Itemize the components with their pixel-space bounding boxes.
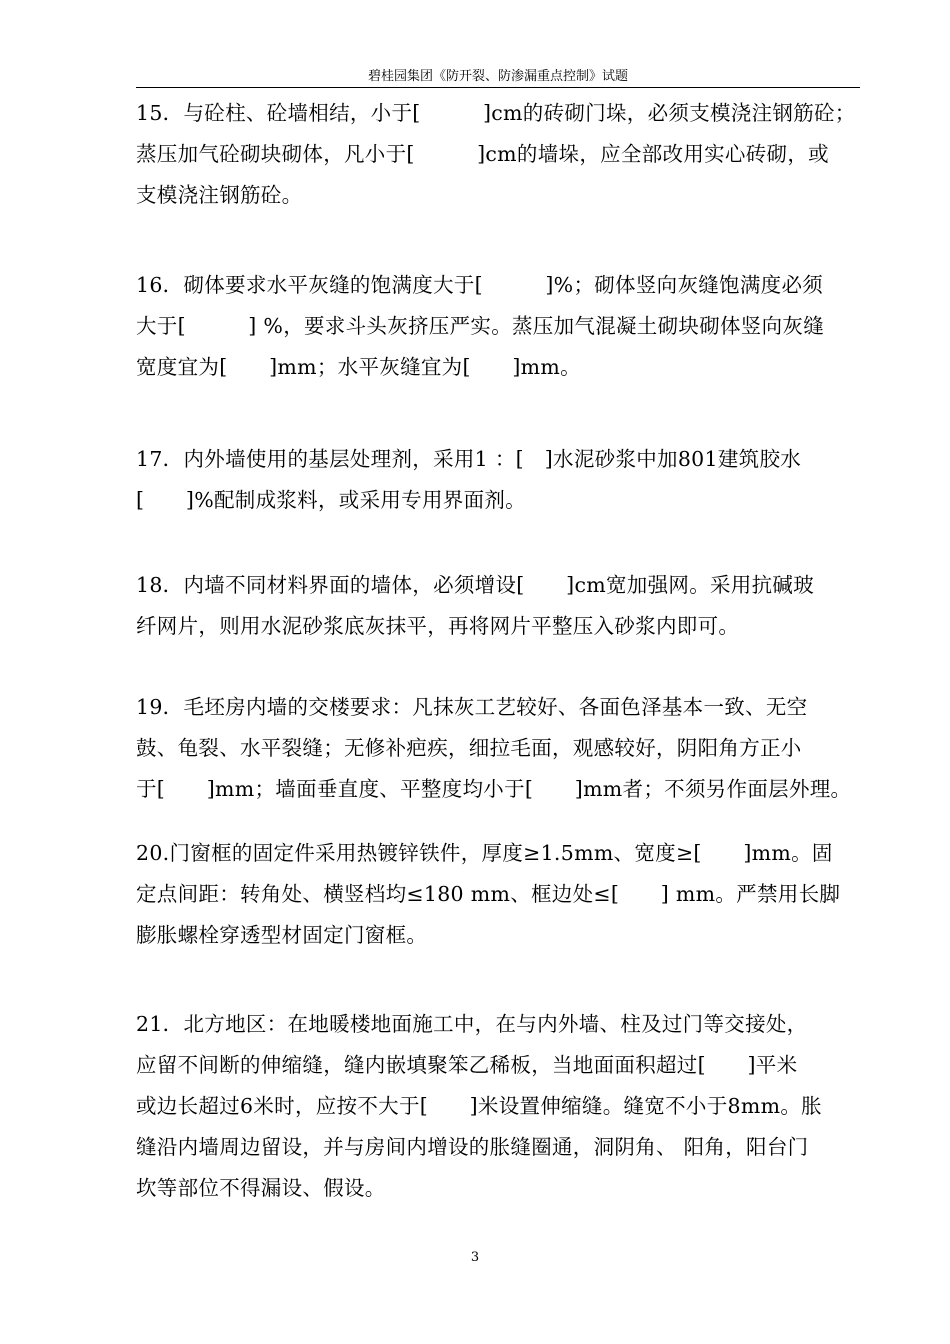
question-19 (136, 687, 860, 810)
question-line: [ ]%配制成浆料，或采用专用界面剂。 (136, 488, 526, 512)
page-header: 碧桂园集团《防开裂、防渗漏重点控制》试题 (367, 69, 628, 84)
question-17 (136, 439, 860, 521)
question-line: 纤网片，则用水泥砂浆底灰抹平，再将网片平整压入砂浆内即可。 (136, 614, 740, 638)
question-line: 于[ ]mm；墙面垂直度、平整度均小于[ ]mm者；不须另作面层外理。 (136, 777, 852, 801)
question-line: 鼓、龟裂、水平裂缝；无修补疤疾，细拉毛面，观感较好，阴阳角方正小 (136, 736, 802, 760)
question-line: 20.门窗框的固定件采用热镀锌铁件，厚度≥1.5mm、宽度≥[ ]mm。固 (136, 841, 833, 865)
question-line: 18．内墙不同材料界面的墙体，必须增设[ ]cm宽加强网。采用抗碱玻 (136, 573, 814, 597)
question-15 (136, 93, 860, 216)
question-line: 宽度宜为[ ]mm；水平灰缝宜为[ ]mm。 (136, 355, 581, 379)
question-20 (136, 833, 860, 956)
question-21 (136, 1004, 860, 1209)
question-16 (136, 265, 860, 388)
question-line: 大于[ ] %，要求斗头灰挤压严实。蒸压加气混凝土砌块砌体竖向灰缝 (136, 314, 824, 338)
question-line: 21．北方地区：在地暖楼地面施工中，在与内外墙、柱及过门等交接处， (136, 1012, 808, 1036)
question-line: 坎等部位不得漏设、假设。 (136, 1176, 386, 1200)
question-line: 支模浇注钢筋砼。 (136, 183, 303, 207)
question-line: 蒸压加气砼砌块砌体，凡小于[ ]cm的墙垛，应全部改用实心砖砌，或 (136, 142, 829, 166)
header-divider (136, 87, 860, 88)
question-line: 15．与砼柱、砼墙相结，小于[ ]cm的砖砌门垛，必须支模浇注钢筋砼； (136, 101, 856, 125)
question-line: 16．砌体要求水平灰缝的饱满度大于[ ]%；砌体竖向灰缝饱满度必须 (136, 273, 824, 297)
question-line: 19．毛坯房内墙的交楼要求：凡抹灰工艺较好、各面色泽基本一致、无空 (136, 695, 808, 719)
question-line: 应留不间断的伸缩缝，缝内嵌填聚笨乙稀板，当地面面积超过[ ]平米 (136, 1053, 798, 1077)
page-number: 3 (470, 1250, 480, 1265)
question-line: 17．内外墙使用的基层处理剂，采用1 ：[ ]水泥砂浆中加801建筑胶水 (136, 447, 802, 471)
question-line: 定点间距：转角处、横竖档均≤180 mm、框边处≤[ ] mm。严禁用长脚 (136, 882, 841, 906)
question-line: 膨胀螺栓穿透型材固定门窗框。 (136, 923, 428, 947)
question-line: 或边长超过6米时，应按不大于[ ]米设置伸缩缝。缝宽不小于8mm。胀 (136, 1094, 822, 1118)
question-18 (136, 565, 860, 647)
question-line: 缝沿内墙周边留设，并与房间内增设的胀缝圈通，洞阴角、 阳角，阳台门 (136, 1135, 809, 1159)
